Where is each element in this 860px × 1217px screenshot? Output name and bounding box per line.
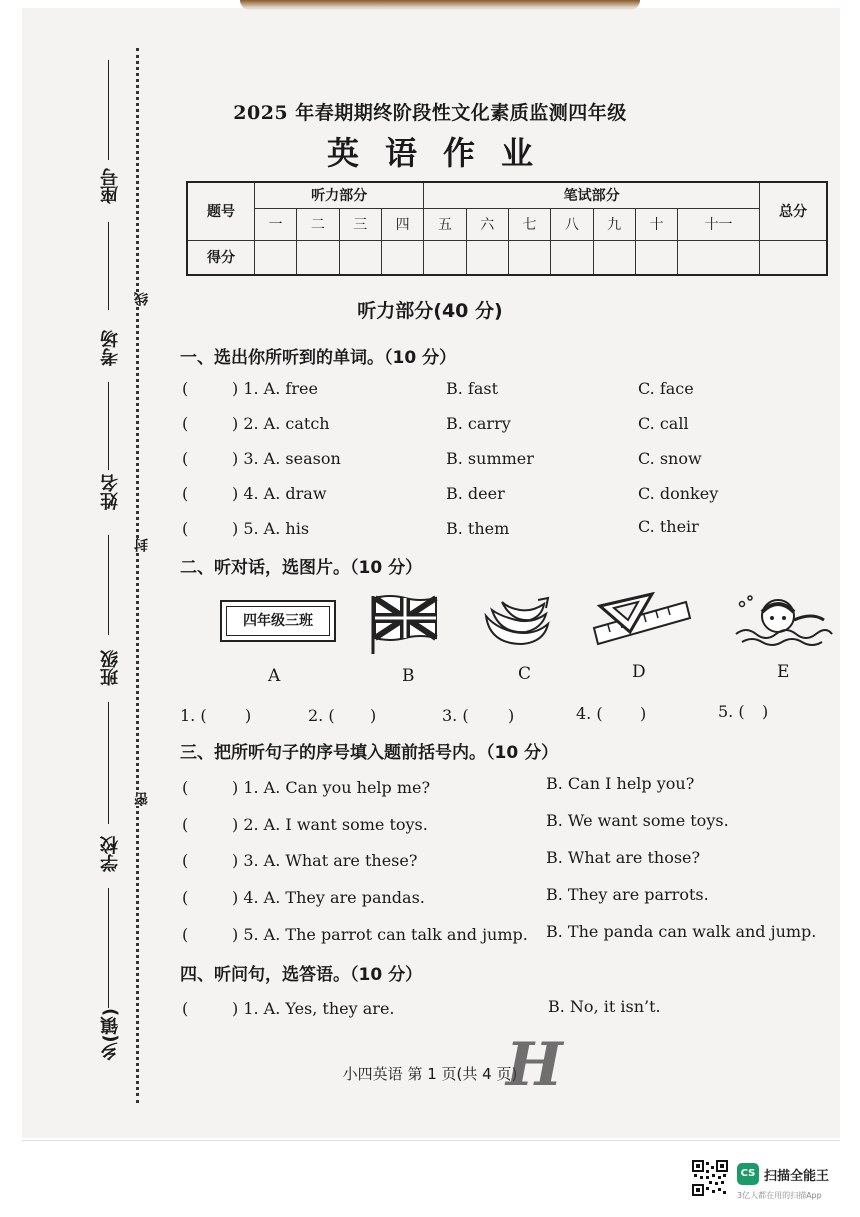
table-col-number: 八 bbox=[551, 208, 593, 240]
s3-q4-a: ) 4. A. They are pandas. bbox=[232, 888, 425, 907]
answer-paren[interactable]: ( bbox=[182, 484, 189, 503]
listening-part-title: 听力部分(40 分) bbox=[357, 300, 503, 322]
score-cell[interactable] bbox=[593, 240, 635, 275]
s2-answer-3-open: 3. ( bbox=[442, 706, 469, 725]
table-col-number: 六 bbox=[466, 208, 508, 240]
s1-q1-c: C. face bbox=[638, 379, 694, 398]
seal-char-secret: 密 bbox=[134, 792, 150, 806]
s2-answer-2-open: 2. ( bbox=[308, 706, 335, 725]
answer-paren[interactable]: ( bbox=[182, 925, 189, 944]
s1-q1-a: ) 1. A. free bbox=[232, 379, 318, 398]
section1-heading: 一、选出你所听到的单词。（10 分） bbox=[180, 348, 457, 368]
page-footer: 小四英语 第 1 页(共 4 页) bbox=[342, 1065, 518, 1083]
score-cell[interactable] bbox=[339, 240, 381, 275]
ruler-icon bbox=[590, 592, 694, 646]
table-header-listening: 听力部分 bbox=[255, 182, 424, 208]
score-cell[interactable] bbox=[424, 240, 466, 275]
score-cell[interactable] bbox=[551, 240, 593, 275]
s3-q1-a: ) 1. A. Can you help me? bbox=[232, 778, 431, 797]
s3-q4-b: B. They are parrots. bbox=[546, 885, 709, 904]
picture-label-d: D bbox=[632, 662, 646, 682]
s2-answer-5-open: 5. ( bbox=[718, 702, 745, 721]
table-header-total: 总分 bbox=[760, 182, 828, 240]
score-cell[interactable] bbox=[297, 240, 339, 275]
s1-q4-c: C. donkey bbox=[638, 484, 719, 503]
score-cell[interactable] bbox=[466, 240, 508, 275]
exam-paper bbox=[22, 8, 840, 1138]
s1-q3-c: C. snow bbox=[638, 449, 702, 468]
table-col-number: 七 bbox=[508, 208, 550, 240]
section4-heading: 四、听问句，选答语。（10 分） bbox=[180, 965, 423, 985]
qr-code-icon bbox=[692, 1160, 728, 1196]
class-sign-text: 四年级三班 bbox=[226, 606, 330, 636]
swimming-icon bbox=[732, 590, 834, 650]
picture-label-c: C bbox=[518, 664, 532, 684]
table-col-number: 十一 bbox=[678, 208, 760, 240]
class-label: 班级 bbox=[100, 650, 121, 686]
s1-q1-b: B. fast bbox=[446, 379, 499, 398]
s3-q5-b: B. The panda can walk and jump. bbox=[546, 922, 817, 941]
township-blank bbox=[108, 888, 109, 1008]
name-label: 姓名 bbox=[100, 474, 121, 510]
score-table bbox=[186, 181, 828, 276]
paper-edge bbox=[22, 1140, 840, 1141]
table-col-number: 九 bbox=[593, 208, 635, 240]
seal-char-seal: 封 bbox=[134, 538, 150, 552]
answer-paren[interactable]: ( bbox=[182, 851, 189, 870]
s1-q4-a: ) 4. A. draw bbox=[232, 484, 327, 503]
score-cell[interactable] bbox=[678, 240, 760, 275]
s1-q4-b: B. deer bbox=[446, 484, 505, 503]
score-cell-total[interactable] bbox=[760, 240, 828, 275]
s3-q1-b: B. Can I help you? bbox=[546, 774, 695, 793]
section2-heading: 二、听对话，选图片。（10 分） bbox=[180, 558, 423, 578]
table-col-number: 五 bbox=[424, 208, 466, 240]
answer-paren[interactable]: ( bbox=[182, 778, 189, 797]
s3-q3-b: B. What are those? bbox=[546, 848, 701, 867]
table-col-number: 四 bbox=[381, 208, 423, 240]
answer-paren[interactable]: ( bbox=[182, 379, 189, 398]
name-blank bbox=[108, 382, 109, 470]
camscanner-tagline: 3亿人都在用的扫描App bbox=[737, 1191, 822, 1200]
seal-char-line: 线 bbox=[134, 292, 150, 306]
s2-answer-4-open: 4. ( bbox=[576, 704, 603, 723]
picture-label-a: A bbox=[268, 666, 281, 686]
scan-shadow bbox=[240, 0, 640, 10]
score-cell[interactable] bbox=[255, 240, 297, 275]
binding-dotted-line bbox=[136, 48, 139, 1103]
table-col-number: 三 bbox=[339, 208, 381, 240]
s3-q2-a: ) 2. A. I want some toys. bbox=[232, 815, 428, 834]
s1-q5-b: B. them bbox=[446, 519, 510, 538]
table-header-written: 笔试部分 bbox=[424, 182, 760, 208]
s3-q2-b: B. We want some toys. bbox=[546, 811, 729, 830]
score-cell[interactable] bbox=[381, 240, 423, 275]
school-label: 学校 bbox=[100, 836, 121, 872]
table-label-score: 得分 bbox=[187, 240, 255, 275]
answer-paren[interactable]: ( bbox=[182, 888, 189, 907]
class-blank bbox=[108, 535, 109, 635]
camscanner-logo-icon: CS bbox=[737, 1163, 759, 1185]
s1-q2-a: ) 2. A. catch bbox=[232, 414, 330, 433]
subject-title: 英语作业 bbox=[326, 134, 559, 172]
table-col-number: 一 bbox=[255, 208, 297, 240]
s2-answer-5-close[interactable]: ) bbox=[762, 702, 769, 721]
picture-label-b: B bbox=[402, 666, 415, 686]
s3-q3-a: ) 3. A. What are these? bbox=[232, 851, 418, 870]
s1-q5-c: C. their bbox=[638, 517, 699, 536]
s1-q2-c: C. call bbox=[638, 414, 689, 433]
s2-answer-3-close[interactable]: ) bbox=[508, 706, 515, 725]
s2-answer-1-close[interactable]: ) bbox=[245, 706, 252, 725]
picture-a-class-sign bbox=[220, 600, 336, 642]
camscanner-name: 扫描全能王 bbox=[764, 1169, 830, 1184]
township-label: 乡(镇) bbox=[100, 1008, 121, 1061]
answer-paren[interactable]: ( bbox=[182, 815, 189, 834]
table-col-number: 二 bbox=[297, 208, 339, 240]
section3-heading: 三、把所听句子的序号填入题前括号内。（10 分） bbox=[180, 743, 559, 763]
s1-q3-a: ) 3. A. season bbox=[232, 449, 341, 468]
s2-answer-1-open: 1. ( bbox=[180, 706, 207, 725]
score-cell[interactable] bbox=[508, 240, 550, 275]
table-label-question-number: 题号 bbox=[187, 182, 255, 240]
s2-answer-4-close[interactable]: ) bbox=[640, 704, 647, 723]
s1-q3-b: B. summer bbox=[446, 449, 534, 468]
picture-label-e: E bbox=[777, 662, 790, 682]
answer-paren[interactable]: ( bbox=[182, 414, 189, 433]
s2-answer-2-close[interactable]: ) bbox=[370, 706, 377, 725]
s4-q1-b: B. No, it isn’t. bbox=[548, 997, 661, 1016]
s4-q1-a: ) 1. A. Yes, they are. bbox=[232, 999, 395, 1018]
table-col-number: 十 bbox=[635, 208, 677, 240]
version-mark: H bbox=[506, 1030, 563, 1100]
bananas-icon bbox=[478, 596, 552, 650]
s1-q5-a: ) 5. A. his bbox=[232, 519, 310, 538]
seat-number-label: 座号 bbox=[100, 168, 121, 204]
school-blank bbox=[108, 702, 109, 824]
answer-paren[interactable]: ( bbox=[182, 449, 189, 468]
exam-room-label: 考场 bbox=[100, 330, 121, 366]
score-cell[interactable] bbox=[635, 240, 677, 275]
answer-paren[interactable]: ( bbox=[182, 999, 189, 1018]
answer-paren[interactable]: ( bbox=[182, 519, 189, 538]
uk-flag-icon bbox=[370, 592, 440, 654]
exam-title: 2025 年春期期终阶段性文化素质监测四年级 bbox=[233, 102, 627, 124]
s3-q5-a: ) 5. A. The parrot can talk and jump. bbox=[232, 925, 528, 944]
s1-q2-b: B. carry bbox=[446, 414, 511, 433]
